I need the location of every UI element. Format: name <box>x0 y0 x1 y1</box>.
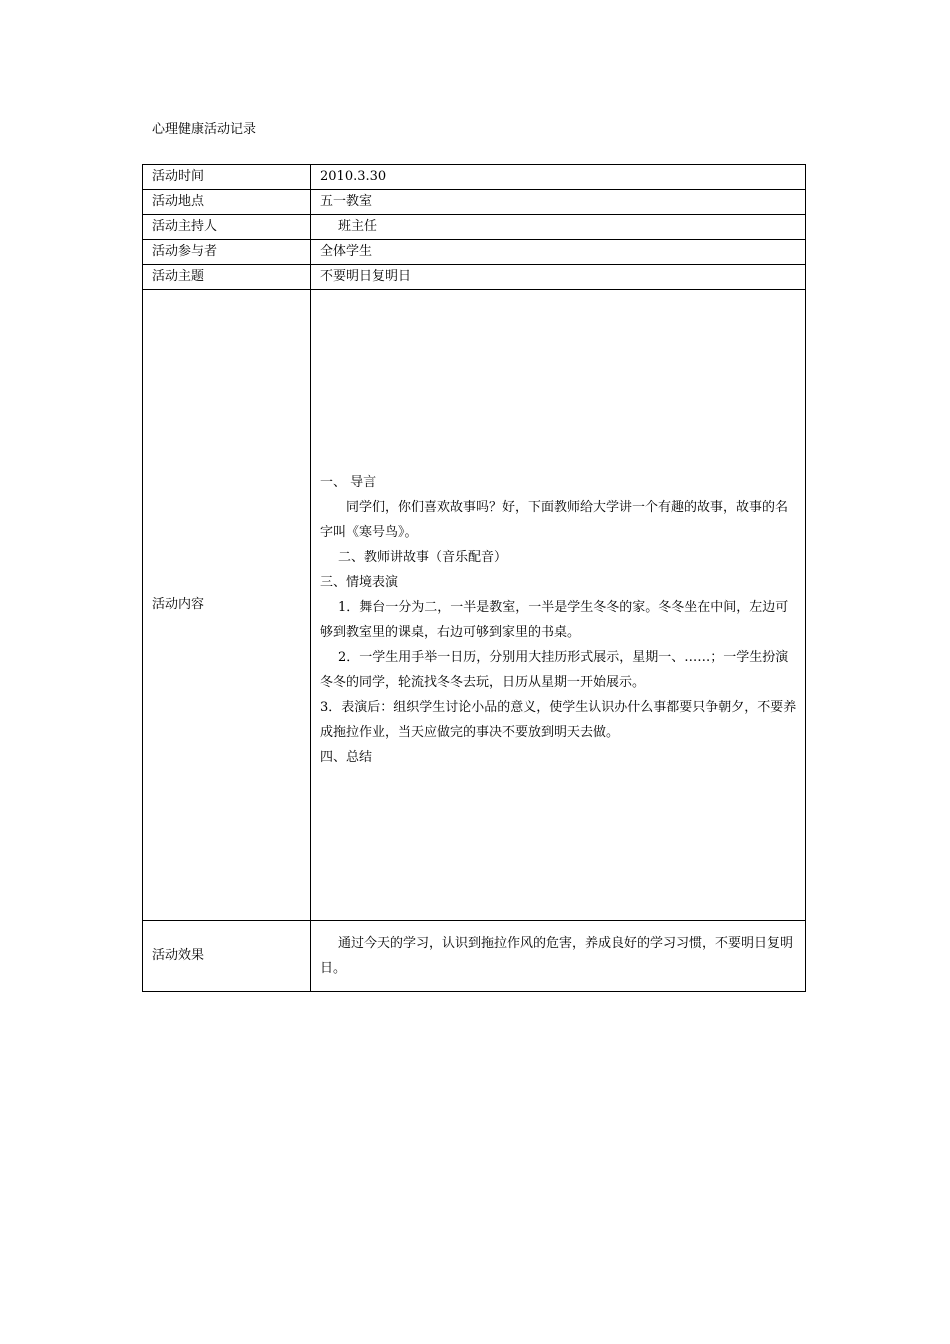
label-time: 活动时间 <box>143 165 311 190</box>
value-effect: 通过今天的学习，认识到拖拉作风的危害，养成良好的学习习惯，不要明日复明日。 <box>320 936 794 976</box>
document-title: 心理健康活动记录 <box>152 122 257 137</box>
row-participants <box>143 240 806 265</box>
row-content <box>143 290 806 921</box>
row-theme <box>143 265 806 290</box>
label-theme: 活动主题 <box>143 265 311 290</box>
row-effect <box>143 921 806 992</box>
content-line: 1．舞台一分为二，一半是教室，一半是学生冬冬的家。冬冬坐在中间，左边可够到教室里的课桌，右边可够到家里的书桌。 <box>320 600 789 640</box>
value-theme: 不要明日复明日 <box>311 265 806 290</box>
label-participants: 活动参与者 <box>143 240 311 265</box>
content-body <box>320 440 797 770</box>
value-host-cell <box>311 215 806 240</box>
row-place <box>143 190 806 215</box>
content-line: 2．一学生用手举一日历，分别用大挂历形式展示，星期一、……；一学生扮演冬冬的同学，轮流找冬冬去玩，日历从星期一开始展示。 <box>320 650 789 690</box>
content-line: 同学们，你们喜欢故事吗？好，下面教师给大学讲一个有趣的故事，故事的名字叫《寒号鸟》。 <box>320 500 789 540</box>
label-place: 活动地点 <box>143 190 311 215</box>
activity-record-table <box>142 164 806 992</box>
row-host <box>143 215 806 240</box>
content-line: 二、教师讲故事（音乐配音） <box>338 550 508 565</box>
content-line: 四、总结 <box>320 750 373 765</box>
content-line: 3．表演后：组织学生讨论小品的意义，使学生认识办什么事都要只争朝夕，不要养成拖拉作业，当天应做完的事决不要放到明天去做。 <box>320 700 797 740</box>
label-host: 活动主持人 <box>143 215 311 240</box>
value-effect-cell <box>311 921 806 992</box>
label-content: 活动内容 <box>143 290 311 921</box>
value-content-cell <box>311 290 806 921</box>
label-effect: 活动效果 <box>143 921 311 992</box>
row-time <box>143 165 806 190</box>
effect-body <box>320 931 797 981</box>
content-line: 三、情境表演 <box>320 575 399 590</box>
value-place: 五一教室 <box>311 190 806 215</box>
value-participants: 全体学生 <box>311 240 806 265</box>
value-time: 2010.3.30 <box>311 165 806 190</box>
content-line: 一、 导言 <box>320 475 377 490</box>
value-host: 班主任 <box>338 219 378 234</box>
